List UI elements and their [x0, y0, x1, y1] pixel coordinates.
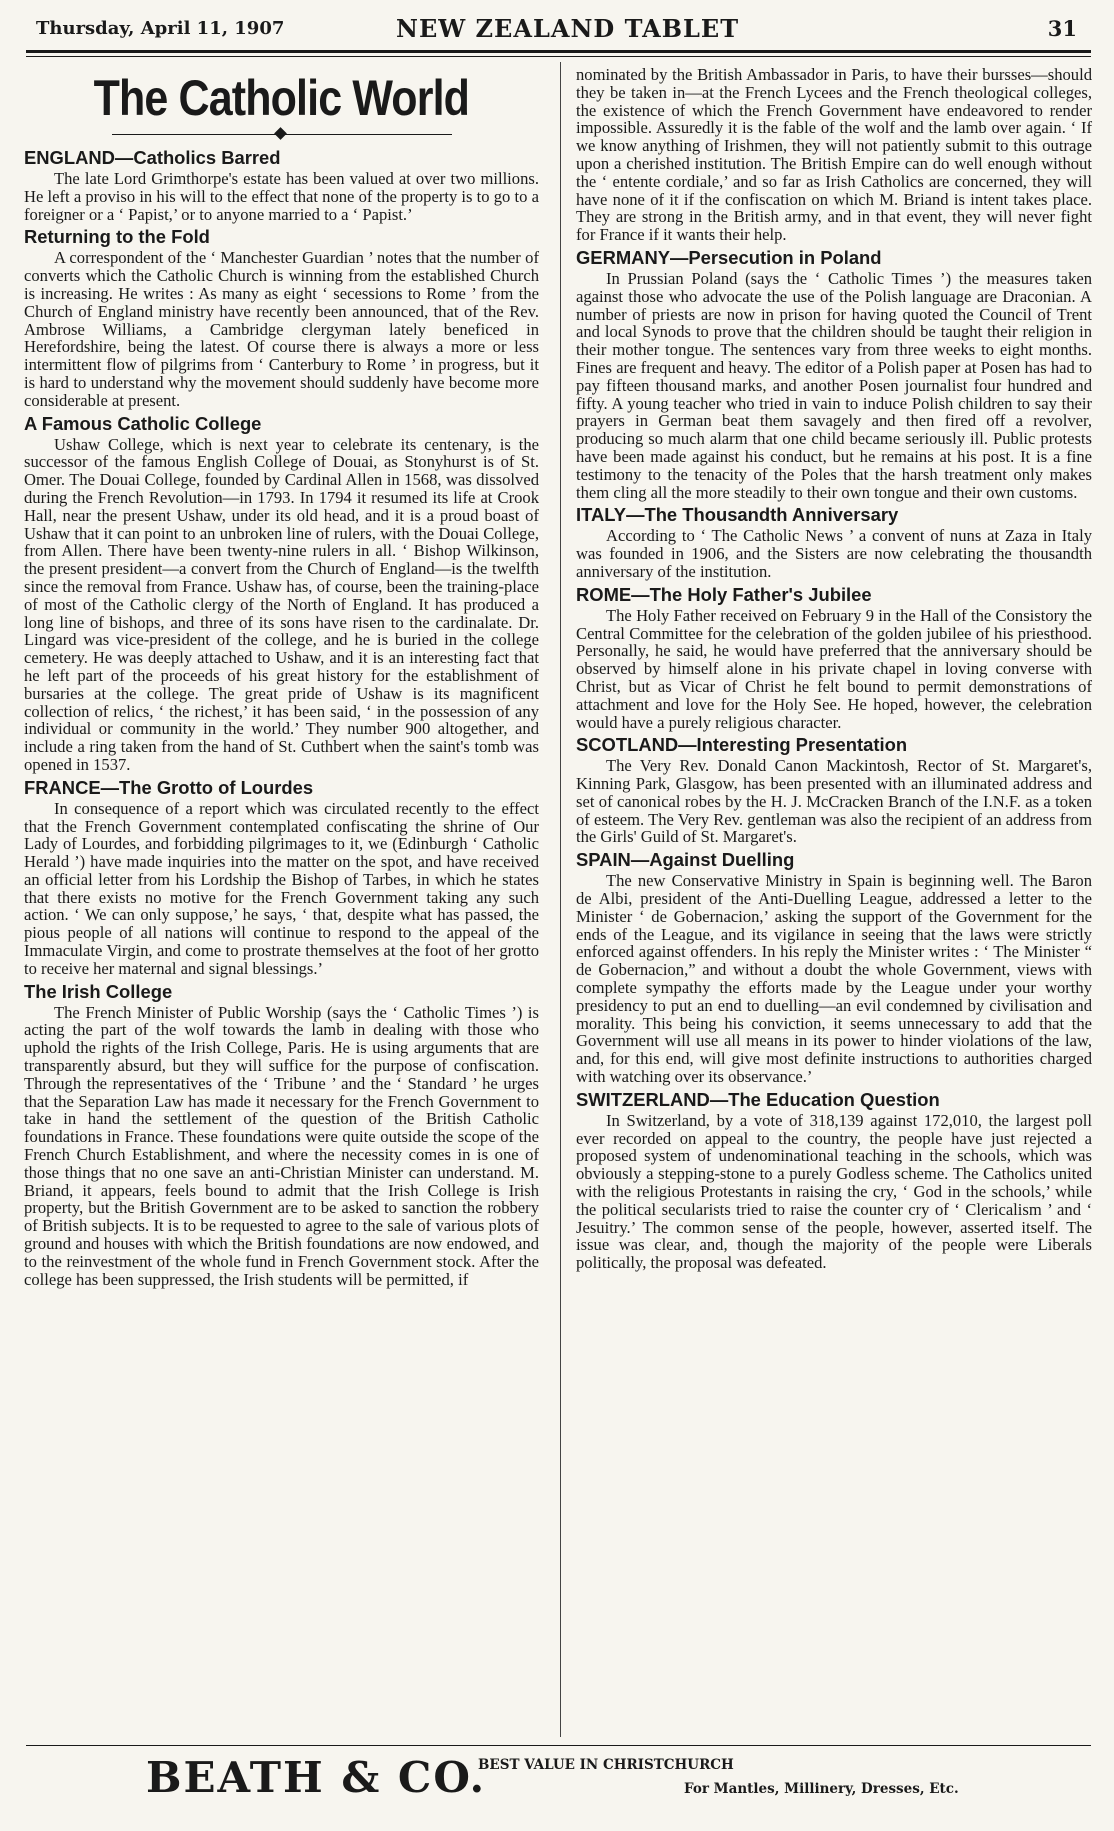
- article-paragraph: nominated by the British Ambassador in Paris, to have their bursses—should they be taken in—at the French Lycees and the French theological colleges, the existence of which the French Government have endeavored to render impossible. Assuredly it is the fable of the wolf and the lamb over again. ‘ If we know anything of Irishmen, they will not patiently submit to this outrage upon a cherished institution. The British Empire can do well enough without the ‘ entente cordiale,’ and so far as Irish Catholics are concerned, they will have none of it if the confiscation on which M. Briand is intent takes place. They are strong in the British army, and in that event, they will never fight for France if it wants their help.: [576, 65, 1092, 245]
- article-heading: SCOTLAND—Interesting Presentation: [576, 734, 908, 756]
- article-paragraph: The late Lord Grimthorpe's estate has been valued at over two millions. He left a proviso in his will to the effect that none of the property is to go to a foreigner or a ‘ Papist,’ or to anyone married to a ‘ Papist.’: [24, 169, 539, 224]
- article-paragraph: The Holy Father received on February 9 in the Hall of the Consistory the Central Committee for the celebration of the golden jubilee of his priesthood. Personally, he said, he would have preferred that the anniversary should be observed by himself alone in his private chapel in loving converse with Christ, but as Vicar of Christ he felt bound to permit demonstrations of attachment and love for the Holy See. He hoped, however, the celebration would have a purely religious character.: [576, 605, 1092, 732]
- header-rule: [26, 50, 1091, 53]
- article: [576, 850, 1092, 1086]
- page-number: 31: [1047, 16, 1077, 41]
- article-heading: ITALY—The Thousandth Anniversary: [576, 504, 899, 526]
- article: [576, 66, 1092, 244]
- article-paragraph: Ushaw College, which is next year to celebrate its centenary, is the successor of the famous English College of Douai, as Stonyhurst is of St. Omer. The Douai College, founded by Cardinal Allen in 1568, was dissolved during the French Revolution—in 1793. In 1794 it resumed its life at Crook Hall, near the present Ushaw, under its old head, and it is a proud boast of Ushaw that it can point to an unbroken line of rulers, with the Douai College, from Allen. There have been twenty-nine rulers in all. ‘ Bishop Wilkinson, the present president—a convert from the Church of England—is the twelfth since the removal from France. Ushaw has, of course, been the training-place of most of the Catholic clergy of the North of England. It has produced a long line of bishops, and three of its sons have risen to the cardinalate. Dr. Lingard was vice-president of the college, and he is buried in the college cemetery. He was deeply attached to Ushaw, and it is an interesting fact that he left part of the proceeds of his great history for the establishment of bursaries at the college. The great pride of Ushaw is its magnificent collection of relics, ‘ the richest,’ it has been said, ‘ in the possession of any individual or community in the world.’ They number 900 altogether, and include a ring taken from the hand of St. Cuthbert when the saint's tomb was opened in 1537.: [24, 434, 539, 774]
- article-paragraph: The Very Rev. Donald Canon Mackintosh, Rector of St. Margaret's, Kinning Park, Glasgow, has been presented with an illuminated address and set of canonical robes by the H. J. McCracken Branch of the I.N.F. as a token of esteem. The Very Rev. gentleman was also the recipient of an address from the Girls' Guild of St. Margaret's.: [576, 756, 1092, 847]
- article-heading: The Irish College: [24, 980, 173, 1002]
- section-title-block: [24, 68, 539, 140]
- article-heading: ROME—The Holy Father's Jubilee: [576, 583, 872, 605]
- article-heading: Returning to the Fold: [24, 226, 210, 248]
- advert-subline: For Mantles, Millinery, Dresses, Etc.: [684, 1781, 959, 1797]
- right-column: [576, 66, 1092, 1272]
- left-column: [24, 66, 539, 1288]
- column-divider: [560, 62, 561, 1737]
- article: [24, 982, 539, 1289]
- article: [576, 505, 1092, 580]
- article-paragraph: The French Minister of Public Worship (says the ‘ Catholic Times ’) is acting the part of the wolf towards the lamb in dealing with those who uphold the rights of the Irish College, Paris. He is using arguments that are transparently absurd, but they will suffice for the purpose of confiscation. Through the representatives of the ‘ Tribune ’ and the ‘ Standard ’ he urges that the Separation Law has made it necessary for the French Government to take in hand the settlement of the question of the British Catholic foundations in France. These foundations were quite outside the scope of the French Church Establishment, and where the necessity comes in is one of those things that no one save an anti-Christian Minister can understand. M. Briand, it appears, feels bound to admit that the Irish College is Irish property, but the British Government are to be asked to sanction the robbery of British subjects. It is to be requested to agree to the sale of various plots of ground and houses with which the British foundations are now endowed, and to the reinvestment of the whole fund in French Government stock. After the college has been suppressed, the Irish students will be permitted, if: [24, 1002, 539, 1289]
- article-paragraph: In consequence of a report which was circulated recently to the effect that the French Government contemplated confiscating the shrine of Our Lady of Lourdes, and forbidding pilgrimages to it, we (Edinburgh ‘ Catholic Herald ’) have made inquiries into the matter on the spot, and have received an official letter from his Lordship the Bishop of Tarbes, in which he states that there exists no motive for the French Government taking any such action. ‘ We can only suppose,’ he says, ‘ that, despite what has passed, the pious people of all nations will continue to respond to the appeal of the Immaculate Virgin, and come to prostrate themselves at the foot of her grotto to receive her maternal and signal blessings.’: [24, 798, 539, 978]
- article-paragraph: A correspondent of the ‘ Manchester Guardian ’ notes that the number of converts which the Catholic Church is winning from the established Church is increasing. He writes : As many as eight ‘ secessions to Rome ’ from the Church of England ministry have recently been announced, that of the Rev. Ambrose Williams, a Cambridge clergyman lately beneficed in Herefordshire, being the latest. Of course there is always a more or less intermittent flow of pilgrims from ‘ Canterbury to Rome ’ in progress, but it is hard to understand why the movement should suddenly have become more considerable at present.: [24, 248, 539, 410]
- section-title: The Catholic World: [93, 70, 470, 126]
- article-heading: GERMANY—Persecution in Poland: [576, 246, 882, 268]
- article: [24, 778, 539, 978]
- article-paragraph: In Prussian Poland (says the ‘ Catholic Times ’) the measures taken against those who advocate the use of the Polish language are Draconian. A number of priests are now in prison for having quoted the Council of Trent and local Synods to prove that the children should be taught their religion in their mother tongue. The sentences vary from three weeks to eight months. Fines are frequent and heavy. The editor of a Polish paper at Posen has had to pay fifteen thousand marks, and another Posen journalist four hundred and fifty. A young teacher who tried in vain to induce Polish children to say their prayers in German beat them savagely and then fired off a revolver, producing so much alarm that one child became seriously ill. Public protests have been made against his conduct, but he remains at his post. It is a fine testimony to the tenacity of the Poles that the harsh treatment only makes them cling all the more steadily to their own tongue and their own customs.: [576, 268, 1092, 502]
- article: [576, 585, 1092, 732]
- article: [24, 148, 539, 223]
- article-heading: SWITZERLAND—The Education Question: [576, 1088, 940, 1110]
- article-paragraph: The new Conservative Ministry in Spain is beginning well. The Baron de Albi, president of the Anti-Duelling League, addressed a letter to the Minister ‘ de Gobernacion,’ asking the support of the Government for the ends of the League, and its vigilance in seeing that the laws were strictly enforced against offenders. In his reply the Minister writes : ‘ The Minister “ de Gobernacion,” and without a doubt the whole Government, views with complete sympathy the efforts made by the League under your worthy presidency to put an end to duelling—an evil condemned by civilisation and morality. This being his conviction, it seems unnecessary to add that the Government will use all means in its power to hinder violations of the law, and, for this end, will give most definite instructions to authorities charged with watching over its observance.’: [576, 871, 1092, 1087]
- article: [576, 1090, 1092, 1272]
- right-articles: [576, 66, 1092, 1272]
- page-header: [26, 8, 1091, 52]
- advertiser-name: BEATH & CO.: [146, 1753, 487, 1802]
- header-rule-thin: [26, 56, 1091, 57]
- article-heading: FRANCE—The Grotto of Lourdes: [24, 776, 314, 798]
- title-ornament: [112, 130, 452, 140]
- article-heading: A Famous Catholic College: [24, 412, 262, 434]
- issue-date: Thursday, April 11, 1907: [36, 18, 285, 39]
- article: [24, 414, 539, 774]
- article: [24, 227, 539, 409]
- article-paragraph: According to ‘ The Catholic News ’ a convent of nuns at Zaza in Italy was founded in 1906, and the Sisters are now celebrating the thousandth anniversary of the institution.: [576, 526, 1092, 581]
- article-heading: ENGLAND—Catholics Barred: [24, 147, 281, 168]
- article-paragraph: In Switzerland, by a vote of 318,139 against 172,010, the largest poll ever recorded on appeal to the country, the people have just rejected a proposed system of undenominational teaching in the schools, which was obviously a stepping-stone to a purely Godless scheme. The Catholics united with the religious Protestants in raising the cry, ‘ God in the schools,’ while the political secularists tried to raise the counter cry of ‘ Clericalism ’ and ‘ Jesuitry.’ The common sense of the people, however, asserted itself. The issue was clear, and, though the majority of the people were Liberals politically, the proposal was defeated.: [576, 1110, 1092, 1273]
- article-heading: SPAIN—Against Duelling: [576, 849, 795, 871]
- article: [576, 735, 1092, 846]
- footer-rule: [26, 1745, 1091, 1746]
- article: [576, 248, 1092, 501]
- left-articles: [24, 148, 539, 1288]
- publication-title: NEW ZEALAND TABLET: [396, 14, 740, 43]
- advert-tagline: BEST VALUE IN CHRISTCHURCH: [478, 1757, 734, 1773]
